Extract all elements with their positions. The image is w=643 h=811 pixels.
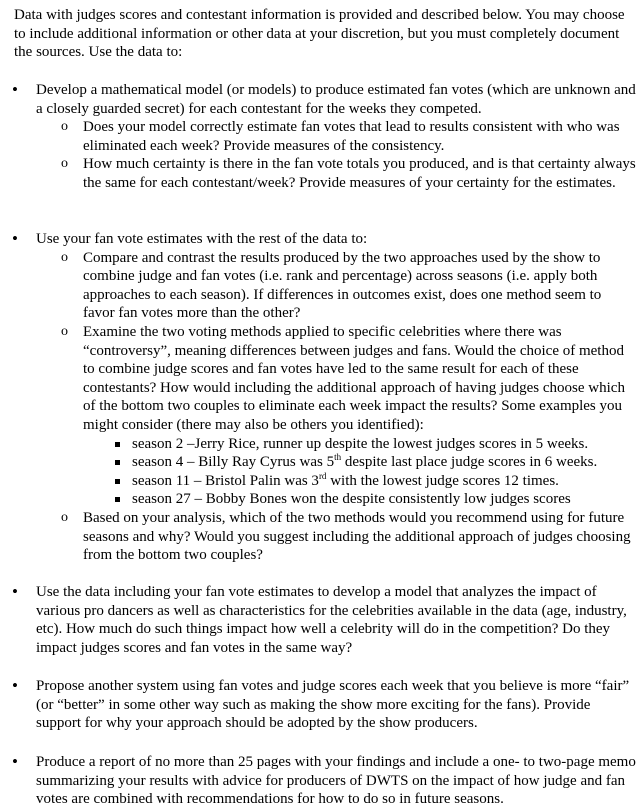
sub-bullet-text: Compare and contrast the results produced by the two approaches used by the show to combine judge and fan votes (i.e. rank and percentage) across seasons (i.e. apply both approaches to each season). If differences in outcomes exist, does one method seem to favor fan votes more than the other?	[83, 249, 602, 322]
example-text-end: despite last place judge scores in 6 weeks.	[341, 454, 598, 471]
bullet-marker: •	[12, 676, 18, 695]
sub-bullet-marker: o	[61, 323, 68, 339]
sub-bullet-item	[0, 249, 636, 323]
bullet-text: Use the data including your fan vote estimates to develop a model that analyzes the impact of various pro dancers as well as characteristics for the celebrities available in the data (age, industry, etc). How much do such things impact how well a celebrity will do in the competition? Do they impact judges scores and fan votes in the same way?	[36, 584, 627, 656]
bullet-text: Produce a report of no more than 25 pages with your findings and include a one- to two-page memo summarizing your results with advice for producers of DWTS on the impact of how judge and fan votes are combined with recommendations for how to do so in future seasons.	[36, 754, 636, 808]
square-bullet-icon	[115, 497, 120, 502]
sub-bullet-item	[0, 509, 636, 565]
bullet-marker: •	[12, 80, 18, 99]
example-text: season 2 –Jerry Rice, runner up despite the lowest judges scores in 5 weeks.	[132, 435, 589, 452]
bullet-text: Propose another system using fan votes and judge scores each week that you believe is more “fair” (or “better” in some other way such as making the show more exciting for the fans). Provide support for why your approach should be adopted by the show producers.	[36, 678, 630, 732]
square-bullet-icon	[115, 479, 120, 484]
sub-bullet-text: Does your model correctly estimate fan votes that lead to results consistent with who was eliminated each week? Provide measures of the consistency.	[83, 119, 620, 154]
bullet-marker: •	[12, 229, 18, 248]
ordinal-suffix: th	[334, 452, 342, 463]
bullet-text: Use your fan vote estimates with the rest of the data to:	[36, 231, 368, 247]
task-5	[0, 753, 643, 809]
bullet-text: Develop a mathematical model (or models) to produce estimated fan votes (which are unknown and a closely guarded secret) for each contestant for the weeks they competed.	[36, 82, 636, 117]
example-text-start: season 4 – Billy Ray Cyrus was 5	[132, 454, 335, 471]
example-item	[0, 453, 637, 472]
square-bullet-icon	[115, 460, 120, 465]
sub-bullet-text: Examine the two voting methods applied to specific celebrities where there was “controversy”, meaning differences between judges and fans. Would the choice of method to combine judge scores and fan votes have led to the same result for each of these contestants? How would including the additional approach of having judges choose which of the bottom two couples to eliminate each week impact the results? Some examples you might consider (there may also be others you identified):	[83, 323, 625, 433]
example-text: season 27 – Bobby Bones won the despite consistently low judges scores	[132, 491, 571, 508]
bullet-marker: •	[12, 582, 18, 601]
task-1	[0, 81, 643, 193]
bullet-item	[0, 81, 636, 118]
sub-bullet-marker: o	[61, 509, 68, 525]
sub-bullet-item	[0, 323, 636, 435]
task-2	[0, 230, 643, 565]
bullet-marker: •	[12, 752, 18, 771]
bullet-item	[0, 753, 636, 809]
bullet-item	[0, 230, 636, 249]
sub-bullet-marker: o	[61, 249, 68, 265]
task-4	[0, 677, 643, 733]
sub-bullet-item	[0, 155, 636, 192]
sub-bullet-item	[0, 118, 636, 155]
sub-bullet-text: How much certainty is there in the fan vote totals you produced, and is that certainty always the same for each contestant/week? Provide measures of your certainty for the estimates.	[83, 156, 636, 191]
example-item	[0, 472, 637, 491]
ordinal-suffix: rd	[318, 470, 327, 481]
bullet-item	[0, 677, 636, 733]
intro-paragraph: Data with judges scores and contestant information is provided and described below. You may choose to include additional information or other data at your discretion, but you must completely document the sources. Use the data to:	[14, 7, 625, 61]
example-item	[0, 435, 637, 454]
bullet-item	[0, 583, 636, 657]
square-bullet-icon	[115, 442, 120, 447]
sub-bullet-text: Based on your analysis, which of the two methods would you recommend using for future seasons and why? Would you suggest including the additional approach of judges choosing from the bottom two couples?	[83, 509, 631, 564]
sub-bullet-marker: o	[61, 119, 68, 135]
example-item	[0, 490, 637, 509]
example-text-end: with the lowest judge scores 12 times.	[326, 472, 559, 489]
example-text-start: season 11 – Bristol Palin was 3	[132, 472, 319, 489]
sub-bullet-marker: o	[61, 156, 68, 172]
task-3	[0, 583, 643, 657]
